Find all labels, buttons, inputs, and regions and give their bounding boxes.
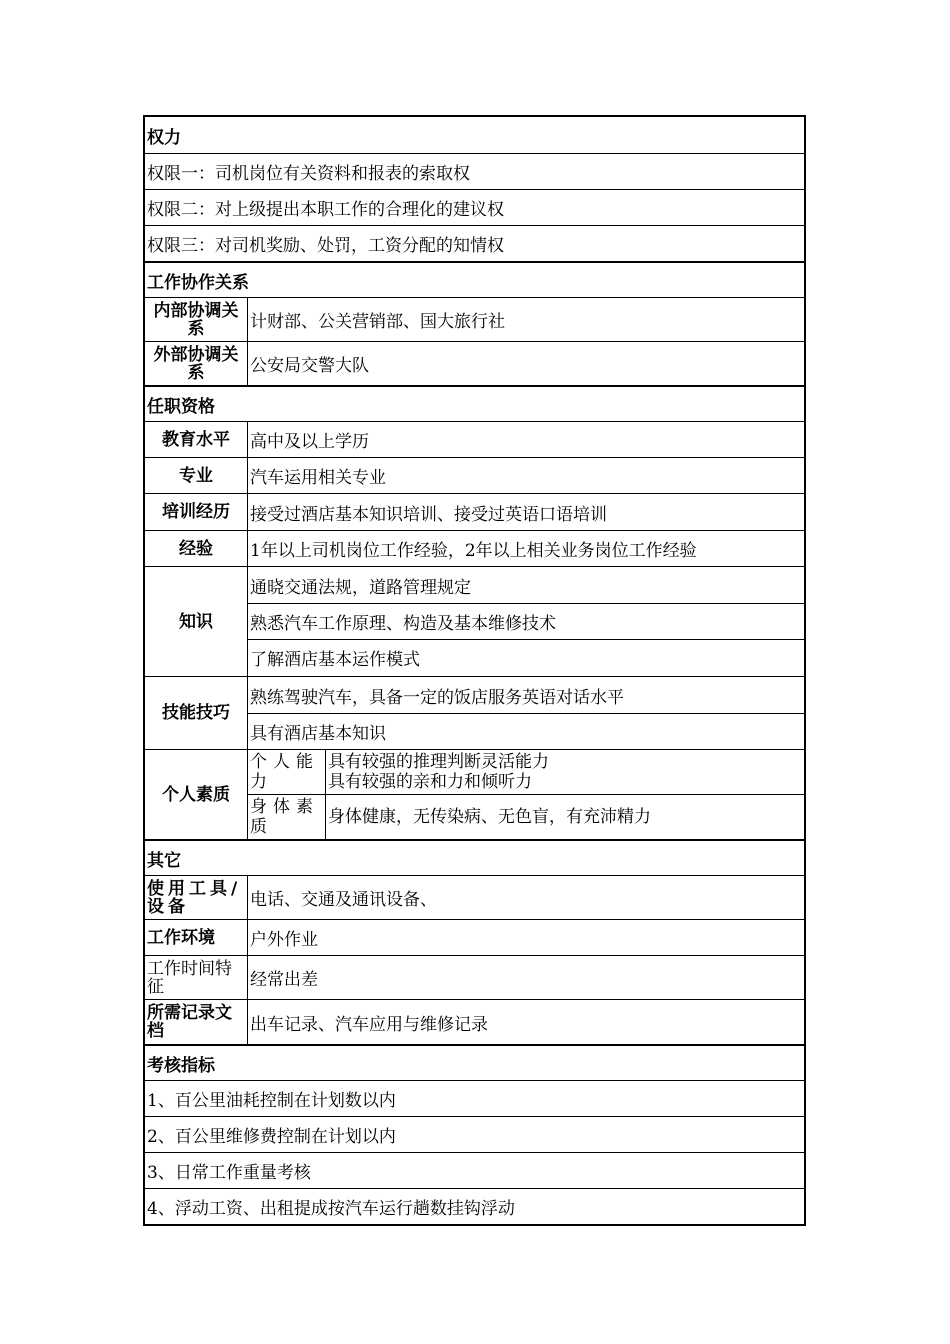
experience-value: 1年以上司机岗位工作经验，2年以上相关业务岗位工作经验 <box>250 541 697 561</box>
authority-section-header <box>145 117 804 153</box>
records-label: 所需记录文档 <box>145 1000 248 1044</box>
assessment-section-header <box>145 1044 804 1080</box>
records-row <box>145 999 804 1044</box>
training-value: 接受过酒店基本知识培训、接受过英语口语培训 <box>250 504 607 525</box>
skills-label: 技能技巧 <box>145 677 248 749</box>
assessment-heading: 考核指标 <box>147 1055 215 1076</box>
authority-item: 权限一：司机岗位有关资料和报表的索取权 <box>147 164 470 184</box>
education-row <box>145 421 804 457</box>
work-time-label: 工作时间特征 <box>145 956 248 999</box>
other-heading: 其它 <box>147 850 181 871</box>
personal-quality-list <box>248 750 804 839</box>
assessment-row <box>145 1080 804 1116</box>
skills-item: 熟练驾驶汽车，具备一定的饭店服务英语对话水平 <box>250 687 624 708</box>
knowledge-list <box>248 567 804 676</box>
job-description-table <box>143 115 806 1226</box>
ability-item: 具有较强的亲和力和倾听力 <box>328 771 532 792</box>
authority-heading: 权力 <box>147 127 181 148</box>
major-value: 汽车运用相关专业 <box>250 468 386 488</box>
internal-relations-row <box>145 297 804 341</box>
tools-value: 电话、交通及通讯设备、 <box>250 890 437 910</box>
education-label: 教育水平 <box>145 422 248 457</box>
authority-row <box>145 189 804 225</box>
personal-quality-label: 个人素质 <box>145 750 248 839</box>
relations-section-header <box>145 261 804 297</box>
authority-row <box>145 225 804 261</box>
external-relations-row <box>145 341 804 385</box>
external-relations-label: 外部协调关系 <box>145 342 248 385</box>
education-value: 高中及以上学历 <box>250 432 369 452</box>
assessment-row <box>145 1116 804 1152</box>
physical-row <box>248 794 804 840</box>
knowledge-item: 了解酒店基本运作模式 <box>248 639 804 675</box>
experience-label: 经验 <box>145 531 248 566</box>
records-value: 出车记录、汽车应用与维修记录 <box>250 1014 488 1035</box>
authority-row <box>145 153 804 189</box>
tools-row <box>145 875 804 919</box>
ability-item: 具有较强的推理判断灵活能力 <box>328 751 549 772</box>
qualifications-heading: 任职资格 <box>147 396 215 417</box>
major-label: 专业 <box>145 458 248 493</box>
relations-heading: 工作协作关系 <box>147 272 249 293</box>
experience-row <box>145 530 804 566</box>
assessment-row <box>145 1152 804 1188</box>
knowledge-item: 通晓交通法规，道路管理规定 <box>250 577 471 598</box>
major-row <box>145 457 804 493</box>
environment-label: 工作环境 <box>145 920 248 955</box>
physical-value: 身体健康，无传染病、无色盲，有充沛精力 <box>328 806 651 827</box>
tools-label: 使用工具/设备 <box>145 876 248 919</box>
knowledge-item: 熟悉汽车工作原理、构造及基本维修技术 <box>248 603 804 639</box>
qualifications-section-header <box>145 385 804 421</box>
ability-values <box>326 750 804 794</box>
internal-relations-value: 计财部、公关营销部、国大旅行社 <box>250 312 505 332</box>
environment-value: 户外作业 <box>250 930 318 950</box>
personal-quality-row <box>145 749 804 839</box>
external-relations-value: 公安局交警大队 <box>250 356 369 376</box>
physical-label: 身体素质 <box>248 795 326 840</box>
work-time-value: 经常出差 <box>250 970 318 990</box>
knowledge-row <box>145 566 804 676</box>
environment-row <box>145 919 804 955</box>
other-section-header <box>145 839 804 875</box>
internal-relations-label: 内部协调关系 <box>145 298 248 341</box>
assessment-row <box>145 1188 804 1224</box>
assessment-item: 1、百公里油耗控制在计划数以内 <box>147 1091 396 1111</box>
assessment-item: 2、百公里维修费控制在计划以内 <box>147 1127 396 1147</box>
training-label: 培训经历 <box>145 494 248 530</box>
assessment-item: 4、浮动工资、出租提成按汽车运行趟数挂钩浮动 <box>147 1199 515 1219</box>
skills-list <box>248 677 804 749</box>
knowledge-label: 知识 <box>145 567 248 676</box>
skills-item: 具有酒店基本知识 <box>248 713 804 749</box>
assessment-item: 3、日常工作重量考核 <box>147 1163 311 1183</box>
skills-row <box>145 676 804 749</box>
work-time-row <box>145 955 804 999</box>
ability-label: 个人能力 <box>248 750 326 794</box>
authority-item: 权限二：对上级提出本职工作的合理化的建议权 <box>147 200 504 220</box>
training-row <box>145 493 804 530</box>
ability-row <box>248 750 804 794</box>
authority-item: 权限三：对司机奖励、处罚，工资分配的知情权 <box>147 236 504 256</box>
